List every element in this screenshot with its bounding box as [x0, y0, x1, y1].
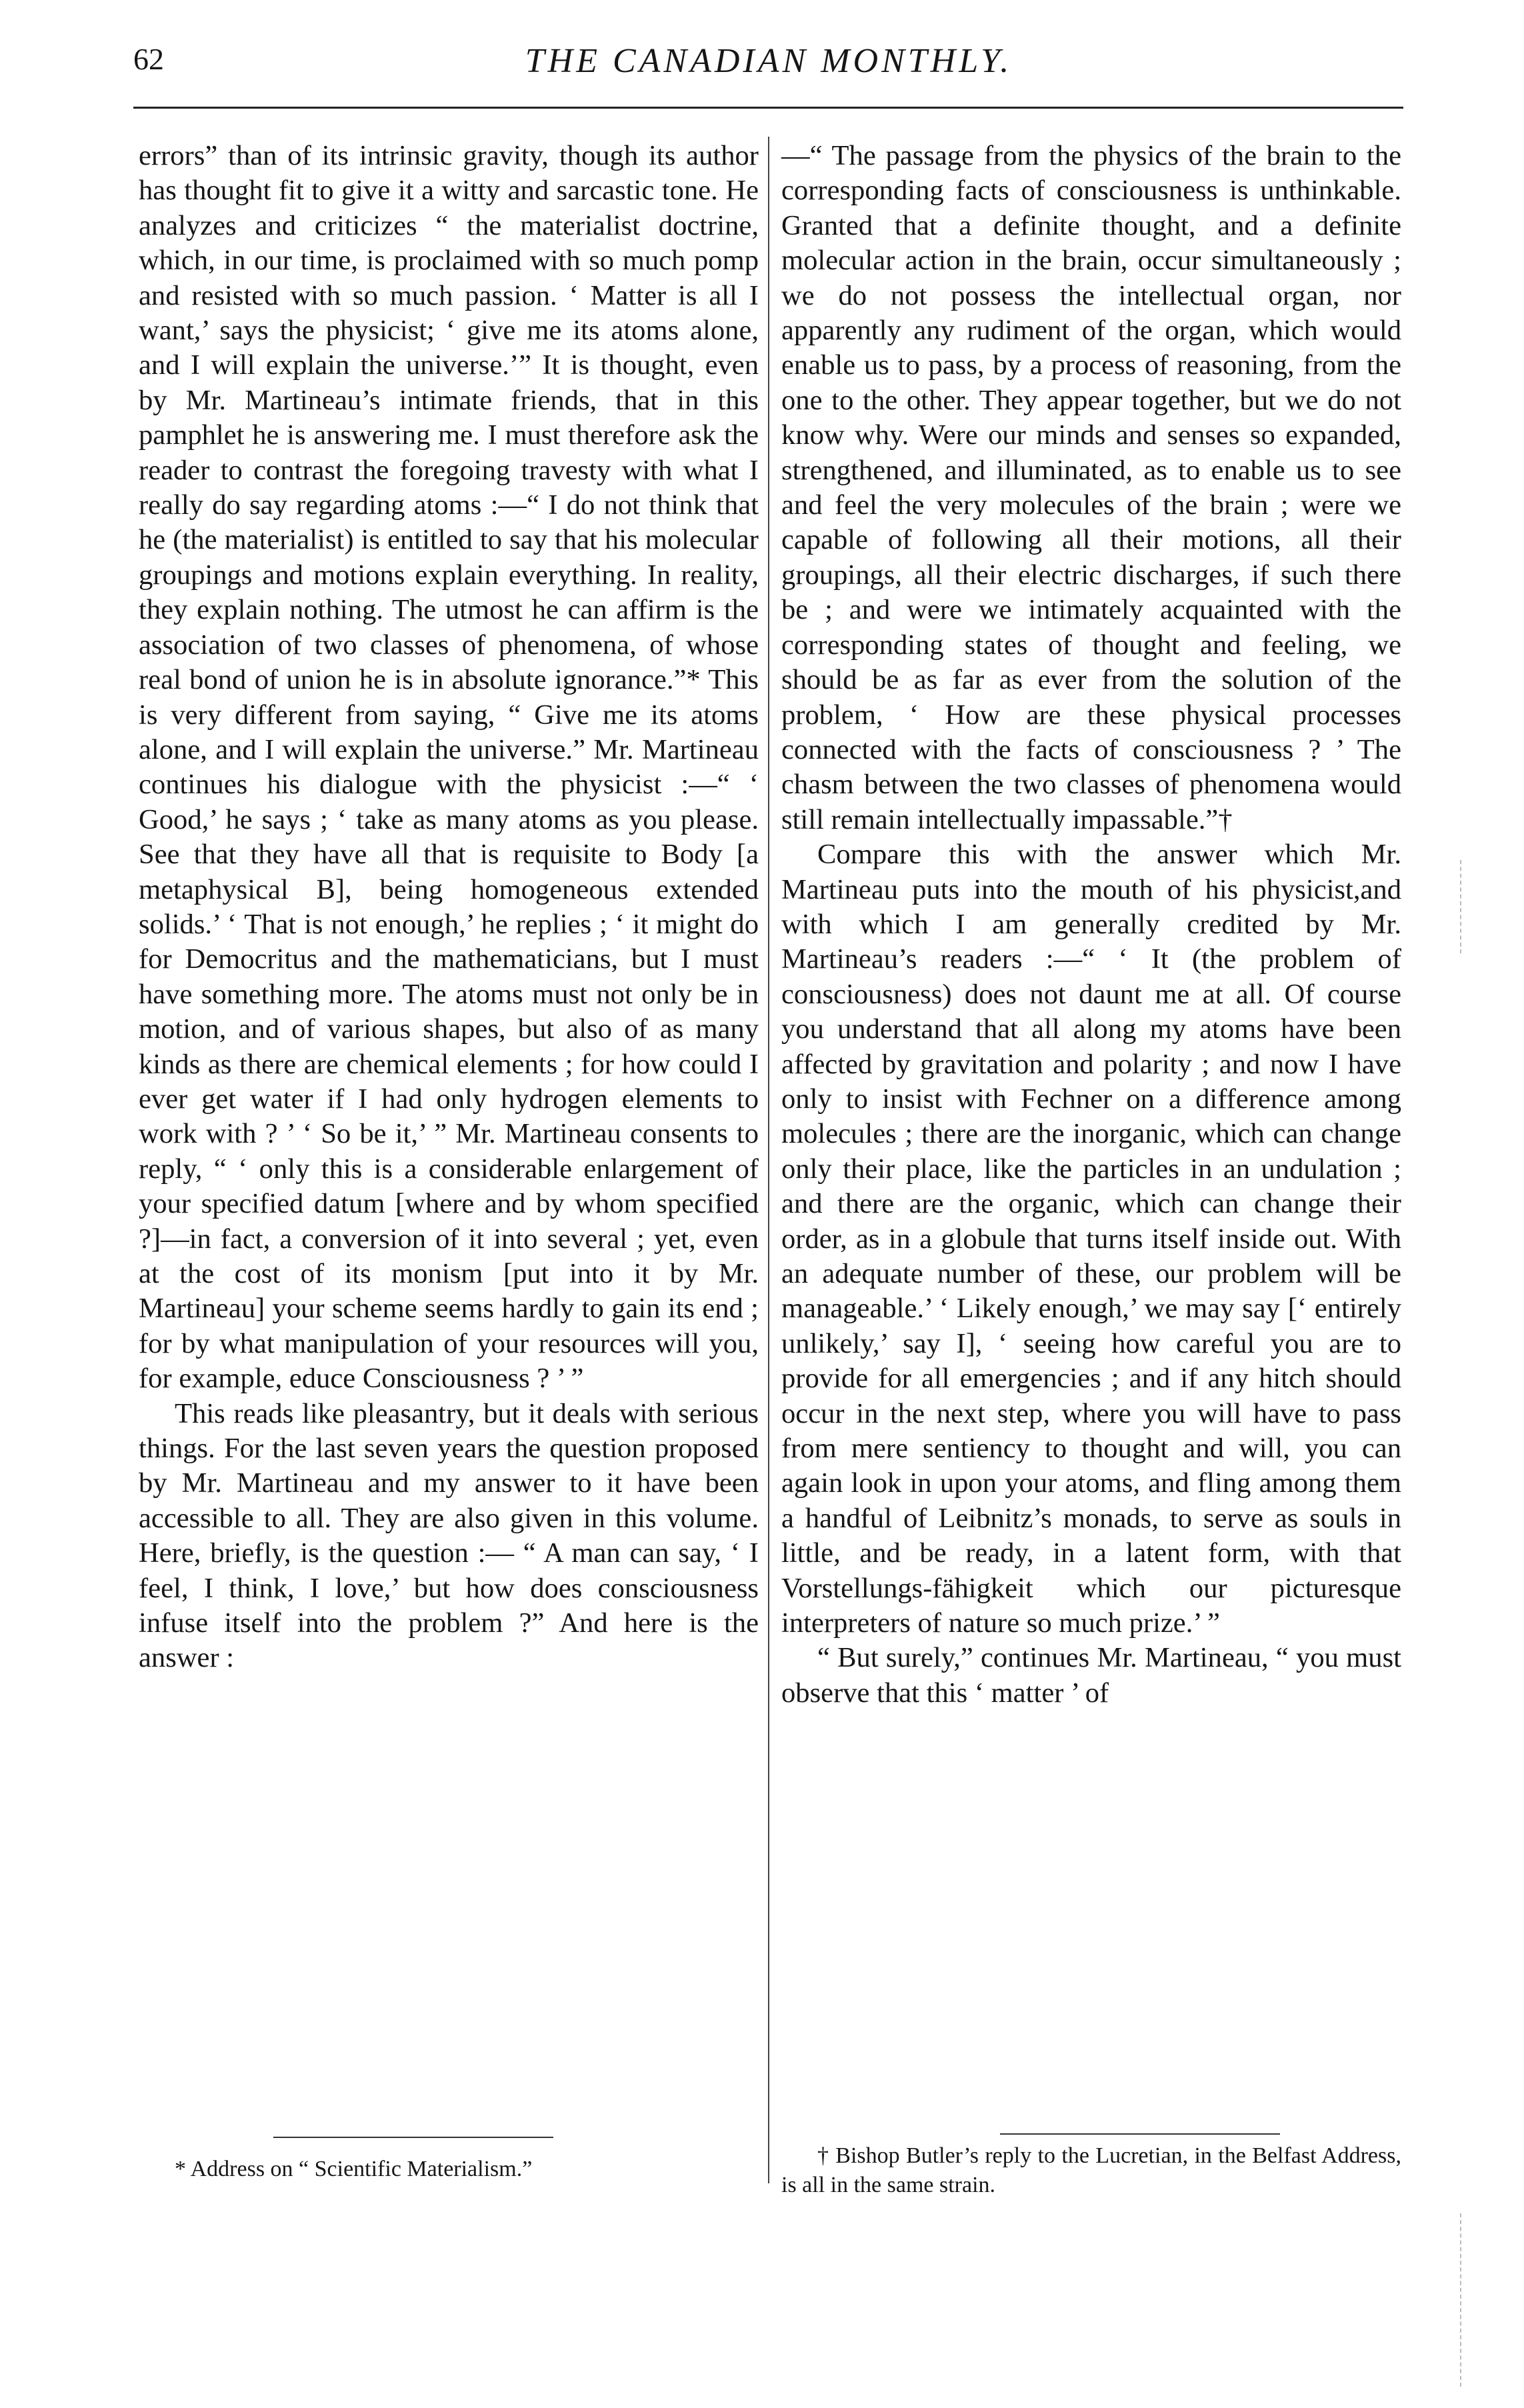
header-rule	[133, 107, 1403, 109]
paragraph: This reads like pleasantry, but it deals with serious things. For the last seven years the question proposed by Mr. Martineau and my answer to it have been accessible to all. They are also given in this volume. Here, briefly, is the question :— “ A man can say, ‘ I feel, I think, I love,’ but how does consciousness infuse itself into the problem ?” And here is the answer :	[139, 1397, 759, 1674]
running-title: THE CANADIAN MONTHLY.	[525, 42, 1013, 80]
paragraph: errors” than of its intrinsic gravity, though its author has thought fit to give it a witty and sarcastic tone. He analyzes and criticizes “ the materialist doctrine, which, in our time, is proclaimed with so much pomp and resisted with so much passion. ‘ Matter is all I want,’ says the physicist; ‘ give me its atoms alone, and I will explain the universe.’” It is thought, even by Mr. Martineau’s intimate friends, that in this pamphlet he is answering me. I must therefore ask the reader to contrast the foregoing travesty with what I really do say regarding atoms :—“ I do not think that he (the materialist) is entitled to say that his molecular groupings and motions explain everything. In reality, they explain nothing. The utmost he can affirm is the association of two classes of phenomena, of whose real bond of union he is in absolute ignorance.”* This is very different from saying, “ Give me its atoms alone, and I will explain the universe.” Mr. Martineau continues his dialogue with the physicist :—“ ‘ Good,’ he says ; ‘ take as many atoms as you please. See that they have all that is requisite to Body [a metaphysical B], being homogeneous extended solids.’ ‘ That is not enough,’ he replies ; ‘ it might do for Democritus and the mathematicians, but I must have something more. The atoms must not only be in motion, and of various shapes, but also of as many kinds as there are chemical elements ; for how could I ever get water if I had only hydrogen elements to work with ? ’ ‘ So be it,’ ” Mr. Martineau consents to reply, “ ‘ only this is a considerable enlargement of your specified datum [where and by whom specified ?]—in fact, a conversion of it into several ; yet, even at the cost of its monism [put into it by Mr. Martineau] your scheme seems hardly to gain its end ; for by what manipulation of your resources will you, for example, educe Consciousness ? ’ ”	[139, 140, 759, 1395]
margin-mark	[1460, 860, 1461, 953]
footnote-left: * Address on “ Scientific Materialism.”	[175, 2157, 533, 2181]
footnote-rule	[273, 2137, 553, 2138]
page-header	[133, 41, 1404, 88]
paragraph: —“ The passage from the physics of the brain to the corresponding facts of consciousness is unthinkable. Granted that a definite thought, and a definite molecular action in the brain, occur simultaneously ; we do not possess the intellectual organ, nor apparently any rudiment of the organ, which would enable us to pass, by a process of reasoning, from the one to the other. They appear together, but we do not know why. Were our minds and senses so expanded, strengthened, and illuminated, as to enable us to see and feel the very molecules of the brain ; were we capable of following all their motions, all their groupings, all their electric discharges, if such there be ; and were we intimately acquainted with the corresponding states of thought and feeling, we should be as far as ever from the solution of the problem, ‘ How are these physical processes connected with the facts of consciousness ? ’ The chasm between the two classes of phenomena would still remain intellectually impassable.”†	[781, 140, 1401, 835]
paragraph: Compare this with the answer which Mr. Martineau puts into the mouth of his physicist,and with which I am generally credited by Mr. Martineau’s readers :—“ ‘ It (the problem of consciousness) does not daunt me at all. Of course you understand that all along my atoms have been affected by gravitation and polarity ; and now I have only to insist with Fechner on a difference among molecules ; there are the inorganic, which can change only their place, like the particles in an undulation ; and there are the organic, which can change their order, as in a globule that turns itself inside out. With an adequate number of these, our problem will be manageable.’ ‘ Likely enough,’ we may say [‘ entirely unlikely,’ say I], ‘ seeing how careful you are to provide for all emergencies ; and if any hitch should occur in the next step, where you will have to pass from mere sentiency to thought and will, you can again look in upon your atoms, and fling among them a handful of Leibnitz’s monads, to serve as souls in little, and be ready, in a latent form, with that Vorstellungs-fähigkeit which our picturesque interpreters of nature so much prize.’ ”	[781, 839, 1401, 1639]
footnote-right: † Bishop Butler’s reply to the Lucretian, in the Belfast Address, is all in the same strain.	[781, 2143, 1401, 2197]
margin-mark	[1460, 2213, 1461, 2387]
page-number: 62	[133, 42, 164, 76]
paragraph: “ But surely,” continues Mr. Martineau, “ you must observe that this ‘ matter ’ of	[781, 1642, 1401, 1709]
column-divider	[768, 137, 769, 2183]
left-column	[139, 139, 759, 1676]
footnote-rule	[1000, 2133, 1280, 2135]
right-column	[781, 139, 1401, 1711]
